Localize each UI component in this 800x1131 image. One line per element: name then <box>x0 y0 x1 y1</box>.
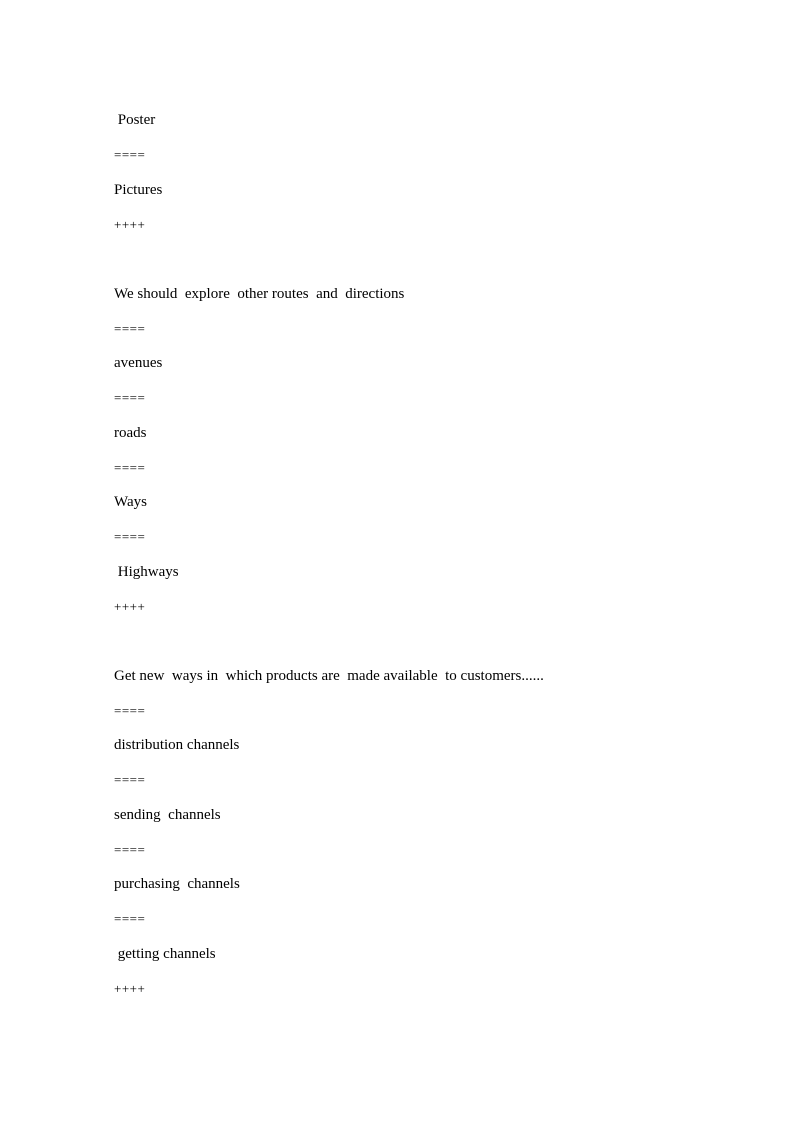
question-text: We should explore other routes and directions <box>114 286 405 302</box>
option-text: purchasing channels <box>114 876 240 892</box>
option-text: Ways <box>114 494 147 510</box>
question-separator: ++++ <box>114 599 146 614</box>
option-text: sending channels <box>114 807 221 823</box>
option-separator: ==== <box>114 772 146 787</box>
option-text: roads <box>114 425 147 441</box>
option-text: distribution channels <box>114 737 240 753</box>
question-separator: ++++ <box>114 981 146 996</box>
option-separator: ==== <box>114 529 146 544</box>
question-text: Poster <box>114 112 156 128</box>
option-separator: ==== <box>114 911 146 926</box>
option-separator: ==== <box>114 321 146 336</box>
option-separator: ==== <box>114 703 146 718</box>
option-text: Highways <box>114 564 179 580</box>
option-text: avenues <box>114 355 163 371</box>
option-text: getting channels <box>114 946 216 962</box>
option-separator: ==== <box>114 460 146 475</box>
question-text: Get new ways in which products are made available to customers...... <box>114 668 544 684</box>
option-separator: ==== <box>114 390 146 405</box>
question-separator: ++++ <box>114 217 146 232</box>
option-text: Pictures <box>114 182 163 198</box>
option-separator: ==== <box>114 842 146 857</box>
option-separator: ==== <box>114 147 146 162</box>
